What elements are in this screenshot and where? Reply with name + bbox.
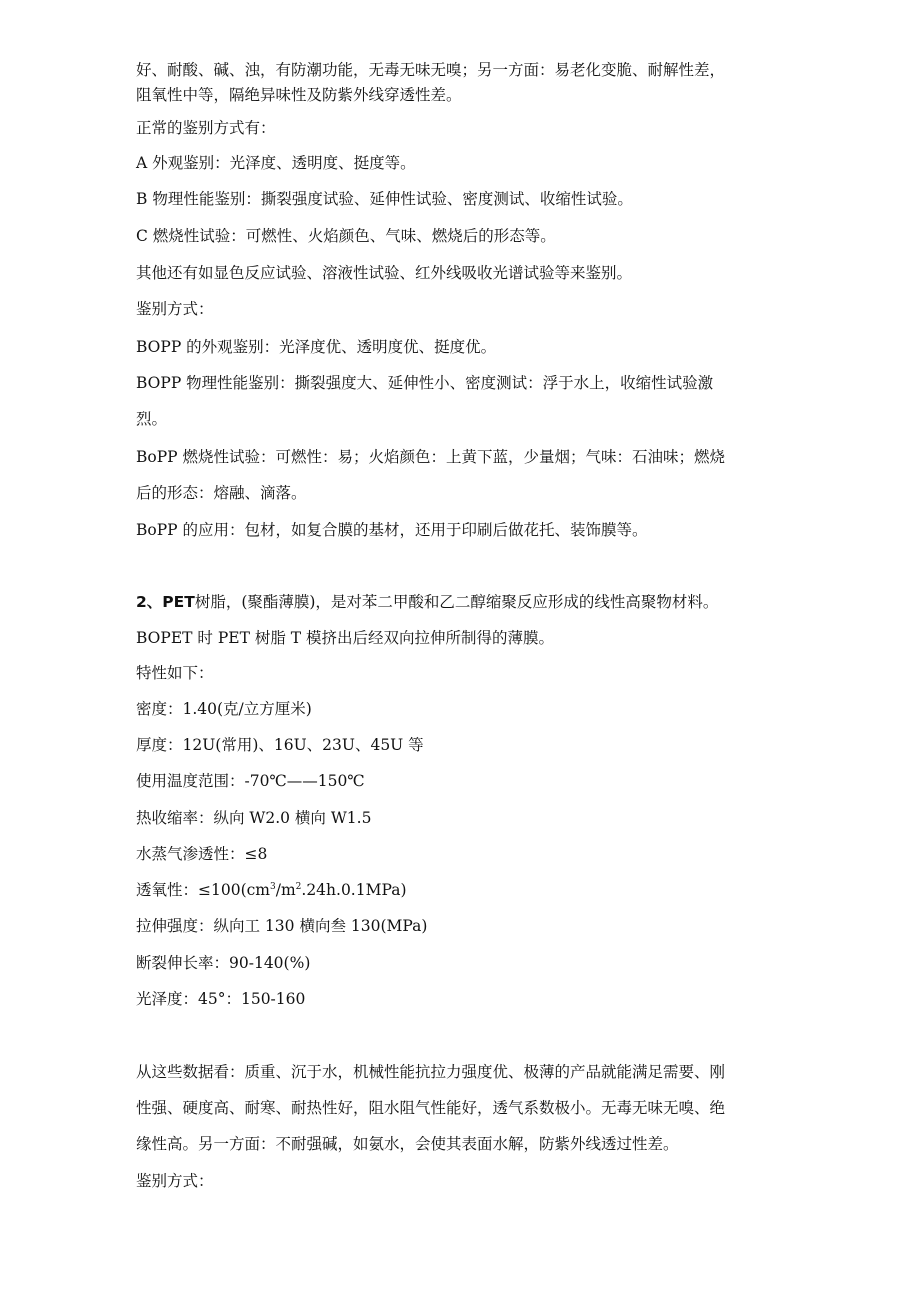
summary-line-3: 缘性高。另一方面：不耐强碱，如氨水，会使其表面水解，防紫外线透过性差。 — [136, 1135, 679, 1153]
bopp-appearance: BOPP 的外观鉴别：光泽度优、透明度优、挺度优。 — [136, 338, 497, 356]
pet-bopet-line: BOPET 时 PET 树脂 T 模挤出后经双向拉伸所制得的薄膜。 — [136, 629, 555, 647]
methods-other: 其他还有如显色反应试验、溶液性试验、红外线吸收光谱试验等来鉴别。 — [136, 264, 633, 282]
oxygen-superscript-3: 3 — [270, 881, 276, 892]
bopp-methods-heading: 鉴别方式： — [136, 300, 214, 318]
oxygen-text-mid: /m — [275, 881, 296, 899]
bopp-burning-line-2: 后的形态：熔融、滴落。 — [136, 484, 307, 502]
pet-vapor-permeability: 水蒸气渗透性：≤8 — [136, 845, 268, 863]
oxygen-superscript-2: 2 — [295, 881, 302, 892]
pet-gloss: 光泽度：45°：150-160 — [136, 990, 306, 1008]
pet-thickness: 厚度：12U(常用)、16U、23U、45U 等 — [136, 736, 424, 754]
pet-density: 密度：1.40(克/立方厘米) — [136, 700, 312, 718]
intro-line-2: 阻氧性中等，隔绝异味性及防紫外线穿透性差。 — [136, 86, 462, 104]
bopp-burning-line-1: BoPP 燃烧性试验：可燃性：易；火焰颜色：上黄下蓝，少量烟；气味：石油味；燃烧 — [136, 448, 726, 466]
pet-section-number: 2、PET — [136, 593, 195, 611]
bopp-application: BoPP 的应用：包材，如复合膜的基材，还用于印刷后做花托、装饰膜等。 — [136, 521, 648, 539]
summary-methods-heading: 鉴别方式： — [136, 1172, 214, 1190]
pet-temp-range: 使用温度范围：-70℃——150℃ — [136, 772, 365, 790]
oxygen-text-post: .24h.0.1MPa) — [301, 881, 407, 899]
bopp-physical-line-2: 烈。 — [136, 410, 168, 428]
method-b-physical: B 物理性能鉴别：撕裂强度试验、延伸性试验、密度测试、收缩性试验。 — [136, 190, 633, 208]
pet-oxygen-permeability — [136, 879, 407, 901]
pet-section-title — [136, 591, 718, 613]
summary-line-2: 性强、硬度高、耐寒、耐热性好，阻水阻气性能好，透气系数极小。无毒无味无嗅、绝 — [136, 1099, 726, 1117]
pet-heat-shrink: 热收缩率：纵向 W2.0 横向 W1.5 — [136, 809, 372, 827]
pet-section-title-text: 树脂，(聚酯薄膜)，是对苯二甲酸和乙二醇缩聚反应形成的线性高聚物材料。 — [194, 593, 719, 611]
method-a-appearance: A 外观鉴别：光泽度、透明度、挺度等。 — [136, 154, 416, 172]
methods-heading: 正常的鉴别方式有： — [136, 119, 276, 137]
oxygen-text-pre: 透氧性：≤100(cm — [136, 881, 270, 899]
bopp-physical-line-1: BOPP 物理性能鉴别：撕裂强度大、延伸性小、密度测试：浮于水上，收缩性试验激 — [136, 374, 714, 392]
pet-props-heading: 特性如下： — [136, 664, 214, 682]
pet-elongation: 断裂伸长率：90-140(%) — [136, 954, 311, 972]
pet-tensile-strength: 拉伸强度：纵向工 130 横向叁 130(MPa) — [136, 917, 428, 935]
summary-line-1: 从这些数据看：质重、沉于水，机械性能抗拉力强度优、极薄的产品就能满足需要、刚 — [136, 1063, 726, 1081]
intro-line-1: 好、耐酸、碱、浊，有防潮功能，无毒无味无嗅；另一方面：易老化变脆、耐解性差， — [136, 61, 726, 79]
method-c-burning: C 燃烧性试验：可燃性、火焰颜色、气味、燃烧后的形态等。 — [136, 227, 556, 245]
